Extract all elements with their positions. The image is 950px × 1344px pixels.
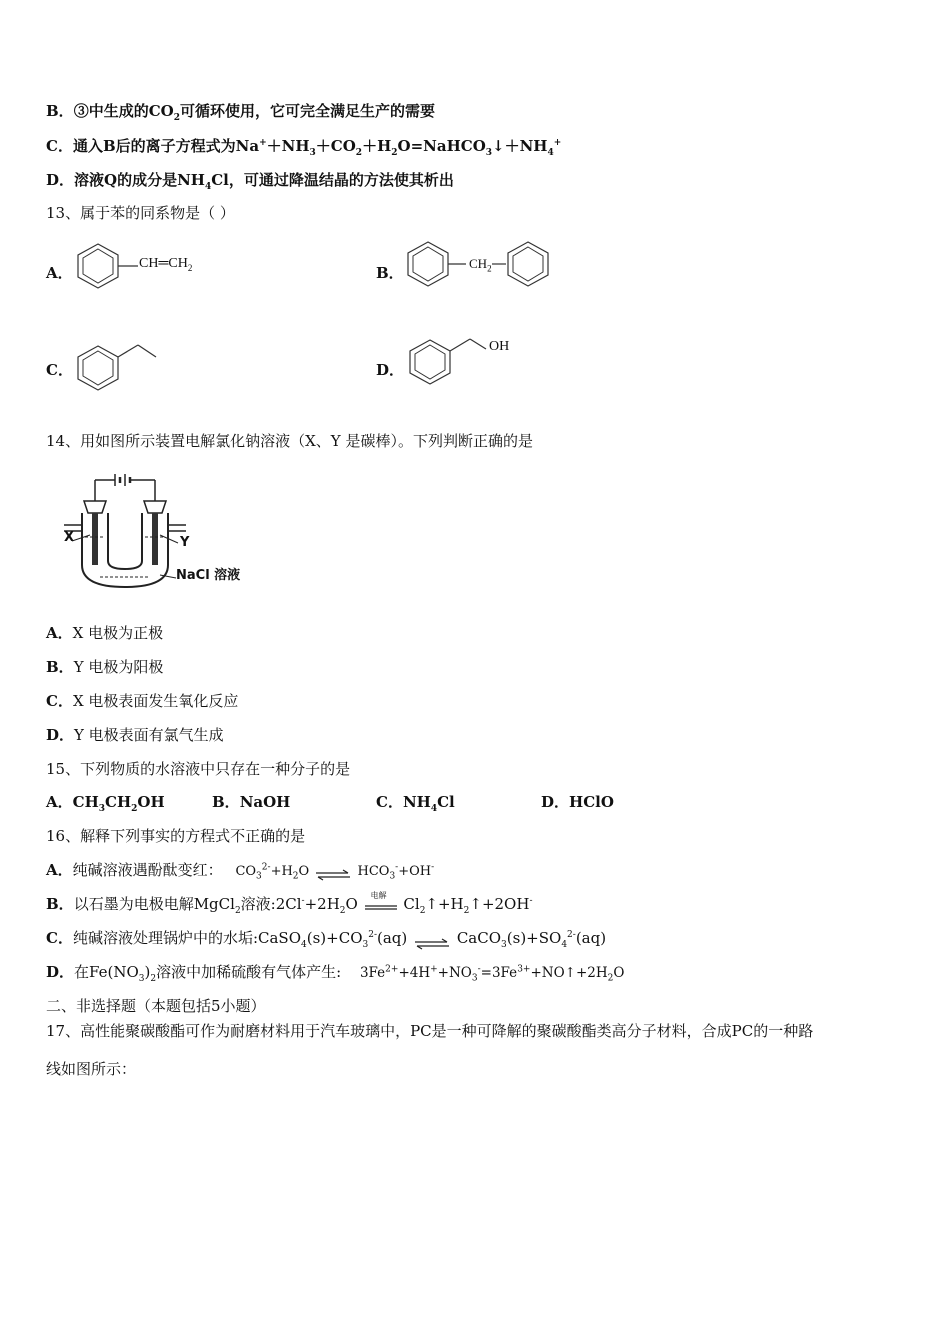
q17-stem-line1: 17、高性能聚碳酸酯可作为耐磨材料用于汽车玻璃中，PC是一种可降解的聚碳酸酯类高分子材料，合成PC的一种路 xyxy=(46,1022,814,1040)
section-title: 二、非选择题（本题包括5小题） xyxy=(46,997,266,1015)
q13-option-c-label: C． xyxy=(46,361,73,379)
electrolysis-condition: 电解 xyxy=(370,891,387,900)
q13-option-b-label: B． xyxy=(376,264,404,282)
figure-label-solution: NaCl 溶液 xyxy=(176,568,241,583)
q13-option-a-group: $CH═CH_2$ xyxy=(139,256,193,273)
q14-option-d: D．Y 电极表面有氯气生成 xyxy=(46,726,224,744)
q16-d-equation: $3Fe^{2+}+4H^++NO_3^-=3Fe^{3+}+NO↑+2H_2O$ xyxy=(359,964,625,984)
q13-option-c-structure xyxy=(76,340,176,400)
q13-option-b-group: $CH_2$ xyxy=(469,256,492,274)
q16-option-c: C．纯碱溶液处理锅炉中的水垢$:CaSO_4(s)+CO_3^{2-}(aq)$ $CaCO_3(s)+SO_4^{2-}(aq)$ xyxy=(46,929,607,950)
q15-stem: 15、下列物质的水溶液中只存在一种分子的是 xyxy=(46,760,351,778)
q12-option-c: C．通入B后的离子方程式为$Na^++NH_3+CO_2+H_2O=NaHCO_3↓+NH_4^+$ xyxy=(46,137,562,158)
q14-option-c: C．X 电极表面发生氧化反应 xyxy=(46,692,239,710)
q15-option-d: D．HClO xyxy=(541,793,614,811)
q16-a-equation: $CO_3^{2-}+H_2O$ $HCO_3^-+OH^-$ xyxy=(235,862,435,882)
q16-option-b: B．以石墨为电极电解MgCl$_2$溶液$:2Cl^-+2H_2O$ 电解 $Cl_2↑+H_2↑+2OH^-$ xyxy=(46,891,533,916)
q14-option-a: A．X 电极为正极 xyxy=(46,624,164,642)
q12-option-b: B．③中生成的$CO_2$可循环使用，它可完全满足生产的需要 xyxy=(46,102,435,123)
equilibrium-arrow-icon xyxy=(415,934,449,944)
q17-stem-line2: 线如图所示： xyxy=(46,1060,137,1078)
q15-option-a: A．$CH_3CH_2OH$ xyxy=(46,793,165,814)
q15-option-b: B．NaOH xyxy=(212,793,291,811)
q13-option-d-label: D． xyxy=(376,361,405,379)
q13-option-d-structure xyxy=(408,330,528,390)
q15-option-c: C．$NH_4Cl$ xyxy=(376,793,455,814)
q16-option-a: A．纯碱溶液遇酚酞变红： $CO_3^{2-}+H_2O$ $HCO_3^-+OH^-$ xyxy=(46,861,435,882)
q12-option-d: D．溶液Q的成分是$NH_4Cl$，可通过降温结晶的方法使其析出 xyxy=(46,171,454,192)
figure-label-x: X xyxy=(64,530,75,545)
q14-option-b: B．Y 电极为阳极 xyxy=(46,658,164,676)
equilibrium-arrow-icon xyxy=(316,867,350,877)
figure-label-y: Y xyxy=(180,535,190,550)
q13-option-a-label: A． xyxy=(46,264,73,282)
q16-option-d: D．在$Fe(NO_3)_2$溶液中加稀硫酸有气体产生: $3Fe^{2+}+4H^++NO_3^-=3Fe^{3+}+NO↑+2H_2O$ xyxy=(46,963,625,984)
q14-stem: 14、用如图所示装置电解氯化钠溶液（X、Y 是碳棒）。下列判断正确的是 xyxy=(46,432,533,450)
q16-stem: 16、解释下列事实的方程式不正确的是 xyxy=(46,827,306,845)
q13-stem: 13、属于苯的同系物是（ ） xyxy=(46,204,235,222)
q13-option-d-group: OH xyxy=(489,339,510,354)
